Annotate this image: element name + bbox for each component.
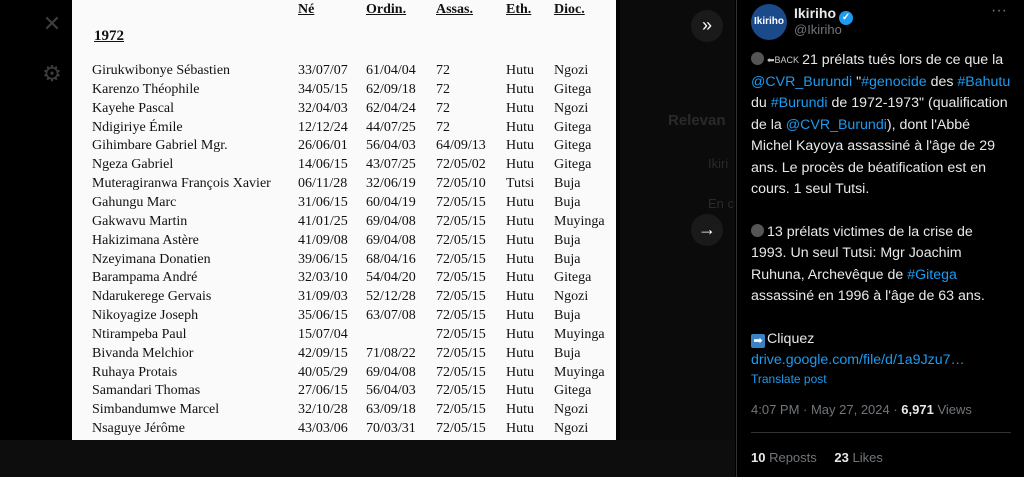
handle[interactable]: @Ikiriho	[794, 22, 842, 37]
document-cell: Hutu	[506, 119, 534, 135]
document-row	[72, 101, 616, 121]
more-options-icon[interactable]: ···	[991, 2, 1007, 19]
document-cell: Nikoyagize Joseph	[92, 308, 199, 324]
document-cell: 62/09/18	[366, 81, 416, 97]
document-cell: Hutu	[506, 402, 534, 418]
document-cell: Muteragiranwa François Xavier	[92, 176, 271, 192]
document-cell: Ngozi	[554, 289, 589, 305]
document-row	[72, 138, 616, 158]
document-cell: 12/12/24	[298, 119, 348, 135]
document-row	[72, 195, 616, 215]
document-column-header: Né	[298, 2, 315, 17]
document-cell: 40/05/29	[298, 364, 348, 380]
document-cell: Ndigiriye Émile	[92, 119, 183, 135]
document-cell: 15/07/04	[298, 326, 348, 342]
background-account-name: Ikiri	[708, 156, 729, 171]
document-cell: Hutu	[506, 251, 534, 267]
document-cell: 69/04/08	[366, 232, 416, 248]
document-cell: Gitega	[554, 119, 592, 135]
document-year: 1972	[94, 28, 124, 44]
settings-gear-icon[interactable]: ⚙	[42, 61, 62, 86]
document-cell: 72/05/10	[436, 176, 486, 192]
document-cell: Ngeza Gabriel	[92, 157, 174, 173]
document-cell: Buja	[554, 251, 581, 267]
divider	[751, 432, 1011, 433]
document-cell: Kayehe Pascal	[92, 100, 175, 116]
next-image-button[interactable]	[691, 10, 723, 42]
document-column-header: Assas.	[436, 2, 473, 17]
document-cell: 72/05/15	[436, 251, 486, 267]
document-cell: 26/06/01	[298, 138, 348, 154]
document-cell: Hutu	[506, 364, 534, 380]
document-cell: Girukwibonye Sébastien	[92, 63, 231, 78]
document-cell: 32/03/10	[298, 270, 348, 286]
document-cell: Gihimbare Gabriel Mgr.	[92, 138, 228, 154]
document-row	[72, 421, 616, 441]
translate-post-link[interactable]: Translate post	[751, 372, 827, 386]
black-circle-icon	[751, 52, 764, 65]
document-cell: 34/05/15	[298, 81, 348, 97]
document-cell: 32/04/03	[298, 100, 348, 116]
document-cell: 56/04/03	[366, 138, 416, 154]
document-cell: 72/05/15	[436, 383, 486, 399]
document-row	[72, 270, 616, 290]
document-cell: 72/05/15	[436, 402, 486, 418]
document-cell: Hutu	[506, 138, 534, 154]
hashtag-link[interactable]: #genocide	[861, 73, 927, 90]
document-cell: Muyinga	[554, 364, 605, 380]
document-row	[72, 383, 616, 403]
document-cell: 06/11/28	[298, 176, 348, 192]
mention-link[interactable]: @CVR_Burundi	[785, 116, 887, 133]
document-cell: Ntirampeba Paul	[92, 326, 187, 342]
document-cell: 39/06/15	[298, 251, 348, 267]
right-arrow-emoji-icon: ➡	[751, 334, 765, 348]
document-cell: 63/07/08	[366, 308, 416, 324]
document-cell: Hutu	[506, 289, 534, 305]
document-cell: Buja	[554, 232, 581, 248]
document-cell: Simbandumwe Marcel	[92, 402, 220, 418]
document-cell: 14/06/15	[298, 157, 348, 173]
background-account-text: En c	[708, 196, 735, 211]
document-row	[72, 120, 616, 140]
background-relevant-heading: Relevan	[668, 112, 726, 129]
document-cell: 72/05/15	[436, 345, 486, 361]
document-cell: 72	[436, 63, 450, 78]
document-cell: Ngozi	[554, 100, 589, 116]
document-cell: Hutu	[506, 157, 534, 173]
document-row	[72, 327, 616, 347]
document-row	[72, 402, 616, 422]
document-cell: 52/12/28	[366, 289, 416, 305]
document-cell: 72/05/15	[436, 308, 486, 324]
likes-link[interactable]: 23 Likes	[834, 450, 883, 465]
hashtag-link[interactable]: #Burundi	[770, 95, 828, 111]
document-cell: Muyinga	[554, 326, 605, 342]
document-cell: Ngozi	[554, 63, 589, 78]
document-cell: Gitega	[554, 157, 592, 173]
document-cell: Nzeyimana Donatien	[92, 251, 211, 267]
document-cell: 60/04/19	[366, 194, 416, 210]
document-cell: 63/09/18	[366, 402, 416, 418]
document-cell: Hutu	[506, 213, 534, 229]
document-cell: Gahungu Marc	[92, 194, 177, 210]
document-cell: Hutu	[506, 345, 534, 361]
document-cell: 33/07/07	[298, 63, 348, 78]
document-row	[72, 308, 616, 328]
document-cell: Hutu	[506, 308, 534, 324]
document-cell: Hutu	[506, 63, 534, 78]
hashtag-link[interactable]: #Gitega	[907, 266, 957, 283]
document-column-header: Dioc.	[554, 2, 585, 17]
document-cell: 72	[436, 100, 450, 116]
document-cell: 72/05/15	[436, 326, 486, 342]
document-cell: Hutu	[506, 100, 534, 116]
document-cell: 43/07/25	[366, 157, 416, 173]
document-row	[72, 252, 616, 272]
next-arrow-button[interactable]	[691, 214, 723, 246]
document-row	[72, 214, 616, 234]
verified-badge-icon: ✓	[839, 11, 853, 25]
external-link[interactable]: drive.google.com/file/d/1a9Jzu7…	[751, 352, 965, 368]
black-circle-icon	[751, 224, 764, 237]
document-cell: 72/05/15	[436, 232, 486, 248]
scanned-document-image	[72, 0, 616, 464]
views-label: Views	[933, 402, 972, 417]
document-cell: 72/05/02	[436, 157, 486, 173]
document-cell: 72/05/15	[436, 194, 486, 210]
arrow-right-icon: →	[698, 219, 716, 239]
document-cell: Gitega	[554, 81, 592, 97]
document-header-row	[72, 2, 616, 22]
document-row	[72, 289, 616, 309]
document-cell: Hutu	[506, 232, 534, 248]
document-cell: 43/03/06	[298, 421, 348, 437]
bottom-bar	[0, 440, 735, 477]
document-row	[72, 346, 616, 366]
document-column-header: Eth.	[506, 2, 532, 17]
document-cell: Ngozi	[554, 402, 589, 418]
document-cell: 41/01/25	[298, 213, 348, 229]
left-rail	[0, 0, 72, 477]
document-cell: Samandari Thomas	[92, 383, 201, 399]
document-cell: Hutu	[506, 81, 534, 97]
document-cell: Gitega	[554, 383, 592, 399]
reposts-link[interactable]: 10 Reposts	[751, 450, 817, 465]
document-cell: Hutu	[506, 383, 534, 399]
document-cell: Nsaguye Jérôme	[92, 421, 185, 437]
document-cell: Hutu	[506, 421, 534, 437]
document-cell: 56/04/03	[366, 383, 416, 399]
document-cell: 44/07/25	[366, 119, 416, 135]
document-row	[72, 233, 616, 253]
document-cell: 72/05/15	[436, 289, 486, 305]
document-cell: 42/09/15	[298, 345, 348, 361]
document-cell: 41/09/08	[298, 232, 348, 248]
document-cell: Hutu	[506, 194, 534, 210]
back-arrow-icon: ⬅BACK	[767, 55, 800, 65]
document-cell: Hakizimana Astère	[92, 232, 199, 248]
document-cell: 62/04/24	[366, 100, 416, 116]
document-cell: Gitega	[554, 270, 592, 286]
avatar[interactable]: Ikiriho	[751, 4, 787, 40]
document-column-header: Ordin.	[366, 2, 407, 17]
document-cell: Muyinga	[554, 213, 605, 229]
document-row	[72, 63, 616, 83]
document-cell: Bivanda Melchior	[92, 345, 194, 361]
document-cell: Buja	[554, 176, 581, 192]
document-cell: 71/08/22	[366, 345, 416, 361]
document-cell: 72	[436, 81, 450, 97]
tweet-paragraph-2: 13 prélats victimes de la crise de 1993. Un seul Tutsi: Mgr Joachim Ruhuna, Archevêque de #Gitega assassiné en 1996 à l'âge de 63 ans.	[751, 223, 985, 304]
document-cell: 69/04/08	[366, 213, 416, 229]
document-cell: 32/06/19	[366, 176, 416, 192]
document-cell: Gakwavu Martin	[92, 213, 188, 229]
document-cell: 72/05/15	[436, 270, 486, 286]
document-cell: 72/05/15	[436, 364, 486, 380]
x-logo-icon[interactable]: ✕	[42, 11, 62, 36]
views-count: 6,971	[901, 402, 934, 417]
document-cell: 72/05/15	[436, 213, 486, 229]
tweet-stats	[751, 450, 883, 465]
document-cell: 31/09/03	[298, 289, 348, 305]
document-cell: Barampama André	[92, 270, 198, 286]
document-cell: 72/05/15	[436, 421, 486, 437]
document-cell: Tutsi	[506, 176, 535, 192]
chevron-double-right-icon: »	[701, 15, 712, 35]
document-cell: 27/06/15	[298, 383, 348, 399]
document-cell: Buja	[554, 308, 581, 324]
document-cell: 72	[436, 119, 450, 135]
timestamp-link[interactable]: 4:07 PM · May 27, 2024 ·	[751, 402, 902, 417]
document-cell: Buja	[554, 194, 581, 210]
document-cell: Gitega	[554, 138, 592, 154]
tweet-body	[751, 50, 1011, 393]
document-cell: Buja	[554, 345, 581, 361]
document-cell: Ngozi	[554, 421, 589, 437]
document-cell: Ndarukerege Gervais	[92, 289, 212, 305]
document-cell: 35/06/15	[298, 308, 348, 324]
document-cell: 70/03/31	[366, 421, 416, 437]
tweet-panel	[736, 0, 1024, 477]
document-cell: 31/06/15	[298, 194, 348, 210]
document-cell: Karenzo Théophile	[92, 81, 200, 97]
tweet-paragraph-1: ⬅BACK 21 prélats tués lors de ce que la @CVR_Burundi "#genocide des #Bahutu du #Burundi de 1972-1973" (qualification de la @CVR_Burundi), dont l'Abbé Michel Kayoya assassiné à l'âge de 29 ans. Le procès de béatification est en cours. 1 seul Tutsi.	[751, 52, 1011, 197]
document-cell: 69/04/08	[366, 364, 416, 380]
display-name-text: Ikiriho	[794, 5, 837, 21]
document-cell: 32/10/28	[298, 402, 348, 418]
hashtag-link[interactable]: #Bahutu	[957, 73, 1011, 90]
document-row	[72, 176, 616, 196]
document-cell: Ruhaya Protais	[92, 364, 178, 380]
mention-link[interactable]: @CVR_Burundi	[751, 73, 853, 90]
document-row	[72, 82, 616, 102]
document-cell: Hutu	[506, 326, 534, 342]
document-cell: 61/04/04	[366, 63, 416, 78]
tweet-meta	[751, 402, 972, 417]
document-cell: Hutu	[506, 270, 534, 286]
document-cell: 54/04/20	[366, 270, 416, 286]
tweet-paragraph-3: ➡ Cliquez drive.google.com/file/d/1a9Jzu7…	[751, 330, 965, 368]
document-row	[72, 157, 616, 177]
document-row	[72, 365, 616, 385]
document-cell: 68/04/16	[366, 251, 416, 267]
document-cell: 64/09/13	[436, 138, 486, 154]
